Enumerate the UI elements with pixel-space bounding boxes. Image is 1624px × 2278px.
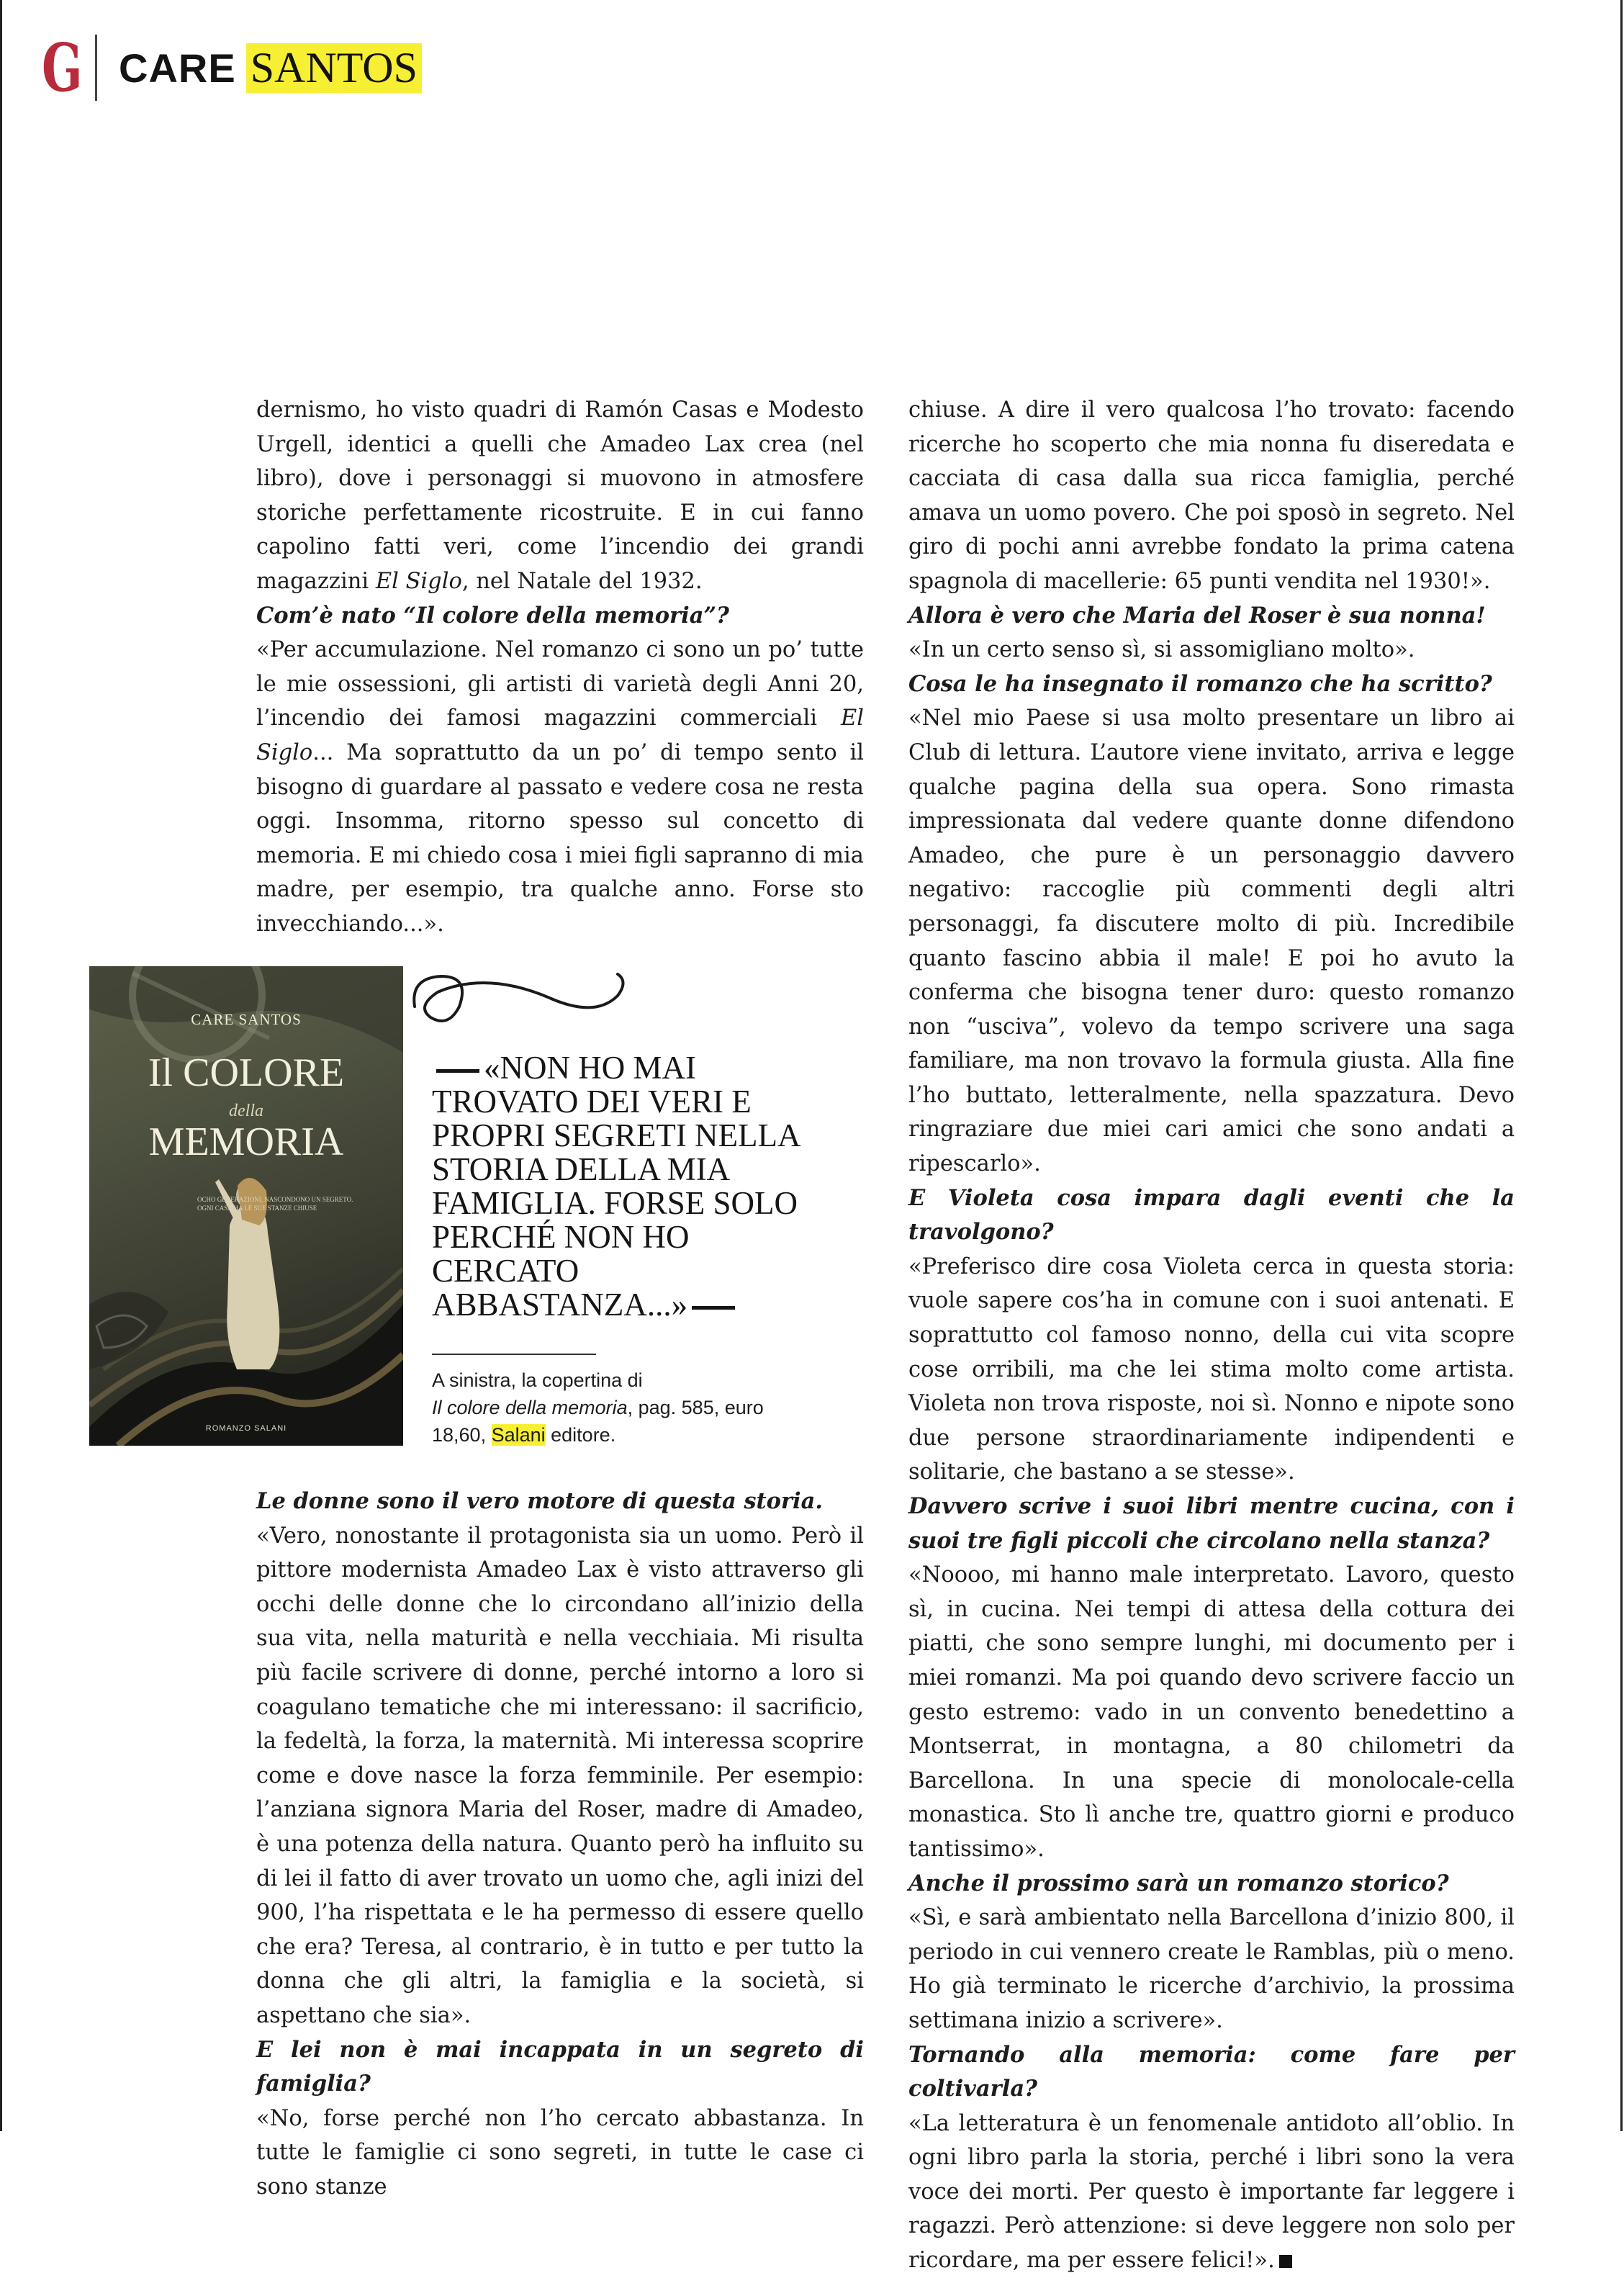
- interview-answer: «Preferisco dire cosa Violeta cerca in questa storia: vuole sapere cos’ha in comune con i suoi antenati. E soprattutto col famoso nonno, della cui vita scopre cose orribili, ma che lei stima molto come artista. Violeta non trova risposte, noi sì. Nonno e nipote sono due persone straordinariamente indipendenti e solitarie, che bastano a se stesse».: [908, 1253, 1515, 1485]
- author-first-name: CARE: [119, 45, 236, 91]
- text-run: , nel Natale del 1932.: [461, 568, 703, 594]
- interview-answer: «Sì, e sarà ambientato nella Barcellona d’inizio 800, il periodo in cui vennero create le Ramblas, più o meno. Ho già terminato le ricerche d’archivio, la prossima settimana inizio a scrivere».: [908, 1905, 1515, 2033]
- interview-question: E lei non è mai incappata in un segreto di famiglia?: [256, 2036, 864, 2097]
- cover-tagline: OCHO GENERAZIONI, NASCONDONO UN SEGRETO. OGNI CASA HA LE SUE STANZE CHIUSE: [197, 1196, 353, 1212]
- article-column-bottom-left: [256, 1485, 864, 2204]
- text-run: Il colore della memoria: [432, 1397, 628, 1418]
- highlighted-publisher: Salani: [491, 1424, 546, 1446]
- interview-question: E Violeta cosa impara dagli eventi che la travolgono?: [908, 1184, 1515, 1246]
- interview-question: Davvero scrive i suoi libri mentre cucina, con i suoi tre figli piccoli che circolano nella stanza?: [908, 1493, 1515, 1554]
- interview-answer: «Noooo, mi hanno male interpretato. Lavoro, questo sì, in cucina. Nei tempi di attesa della cottura dei piatti, che sono sempre lunghi, mi documento per i miei romanzi. Ma poi quando devo scrivere faccio un gesto estremo: vado in un convento benedettino a Montserrat, in montagna, a 80 chilometri da Barcellona. In una specie di monolocale-cella monastica. Sto lì anche tre, quattro giorni e produco tantissimo».: [908, 1562, 1515, 1862]
- article-column-right: [908, 393, 1515, 2278]
- interview-answer: chiuse. A dire il vero qualcosa l’ho trovato: facendo ricerche ho scoperto che mia nonna fu diseredata e cacciata di casa dalla sua ricca famiglia, perché amava un uomo povero. Che poi sposò in segreto. Nel giro di pochi anni avrebbe fondato la prima catena spagnola di macellerie: 65 punti vendita nel 1930!».: [908, 397, 1515, 594]
- interview-question: Le donne sono il vero motore di questa storia.: [256, 1488, 823, 1514]
- caption-rule: [432, 1354, 596, 1355]
- interview-question: Tornando alla memoria: come fare per coltivarla?: [908, 2041, 1515, 2102]
- author-last-name: SANTOS: [246, 43, 422, 93]
- text-run: El Siglo: [375, 568, 462, 594]
- text-run: «La letteratura è un fenomenale antidoto all’oblio. In ogni libro parla la storia, perché i libri sono la vera voce dei morti. Per questo è importante far leggere i ragazzi. Però attenzione: si deve leggere non solo per ricordare, ma per essere felici!».: [908, 2110, 1515, 2274]
- cover-title-line-2: della: [229, 1102, 263, 1120]
- cover-publisher: ROMANZO SALANI: [205, 1424, 287, 1433]
- text-run: , pag. 585, euro 18,60,: [432, 1397, 764, 1446]
- interview-question: Cosa le ha insegnato il romanzo che ha scritto?: [908, 670, 1492, 697]
- cover-author: CARE SANTOS: [191, 1011, 302, 1028]
- text-run: A sinistra, la copertina di: [432, 1369, 643, 1391]
- text-run: dernismo, ho visto quadri di Ramón Casas e Modesto Urgell, identici a quelli che Amadeo Lax crea (nel libro), dove i personaggi si muovono in atmosfere storiche perfettamente ricostruite. E in cui fanno capolino fatti veri, come l’incendio dei grandi magazzini: [256, 397, 864, 594]
- cover-title-line-1: Il COLORE: [148, 1050, 345, 1095]
- magazine-logo: G: [42, 29, 82, 107]
- interview-answer: «No, forse perché non l’ho cercato abbastanza. In tutte le famiglie ci sono segreti, in tutte le case ci sono stanze: [256, 2105, 864, 2200]
- interview-answer: [256, 633, 864, 941]
- decorative-swash-ornament: [409, 956, 646, 1035]
- header-divider: [95, 35, 97, 101]
- article-column-top-left: [256, 393, 864, 942]
- text-run: «Per accumulazione. Nel romanzo ci sono un po’ tutte le mie ossessioni, gli artisti di varietà degli Anni 20, l’incendio dei famosi magazzini commerciali: [256, 637, 864, 731]
- interview-question: Com’è nato “Il colore della memoria”?: [256, 602, 729, 629]
- pull-quote-dash: [692, 1306, 735, 1310]
- text-run: El Siglo: [256, 706, 864, 765]
- pull-quote: [432, 1051, 806, 1322]
- interview-answer: «In un certo senso sì, si assomigliano molto».: [908, 637, 1415, 663]
- image-caption: [432, 1367, 806, 1449]
- book-cover-image: [89, 966, 403, 1446]
- pull-quote-dash: [436, 1069, 479, 1073]
- text-run: editore.: [545, 1424, 616, 1446]
- text-run: ... Ma soprattutto da un po’ di tempo sento il bisogno di guardare al passato e vedere cosa ne resta oggi. Insomma, ritorno spesso sul concetto di memoria. E mi chiedo cosa i miei figli sapranno di mia madre, per esempio, tra qualche anno. Forse sto invecchiando...».: [256, 739, 864, 937]
- cover-title-line-3: MEMORIA: [148, 1120, 344, 1164]
- interview-answer: [908, 2107, 1515, 2278]
- interview-answer: «Nel mio Paese si usa molto presentare un libro ai Club di lettura. L’autore viene invitato, arriva e legge qualche pagina della sua opera. Sono rimasta impressionata dal vedere quante donne difendono Amadeo, che pure è un personaggio davvero negativo: raccoglie più commenti degli altri personaggi, fa discutere molto di più. Incredibile quanto fascino abbia il male! E poi ho avuto la conferma che bisogna tener duro: questo romanzo non “usciva”, volevo da tempo scrivere una saga familiare, ma non trovavo la formula giusta. Alla fine l’ho buttato, letteralmente, nella spazzatura. Devo ringraziare due miei cari amici che sono andati a ripescarlo».: [908, 706, 1515, 1177]
- interview-question: Allora è vero che Maria del Roser è sua nonna!: [908, 602, 1486, 629]
- pull-quote-text: «NON HO MAI TROVATO DEI VERI E PROPRI SEGRETI NELLA STORIA DELLA MIA FAMIGLIA. FORSE SOLO PERCHÉ NON HO CERCATO ABBASTANZA...»: [432, 1050, 800, 1323]
- interview-question: Anche il prossimo sarà un romanzo storico?: [908, 1870, 1449, 1896]
- end-of-article-mark: [1279, 2255, 1292, 2268]
- paragraph: [256, 393, 864, 599]
- interview-answer: «Vero, nonostante il protagonista sia un uomo. Però il pittore modernista Amadeo Lax è visto attraverso gli occhi delle donne che lo circondano all’inizio della sua vita, nella maturità e nella vecchiaia. Mi risulta più facile scrivere di donne, perché intorno a loro si coagulano tematiche che mi interessano: il sacrificio, la fedeltà, la forza, la maternità. Mi interessa scoprire come e dove nasce la forza femminile. Per esempio: l’anziana signora Maria del Roser, madre di Amadeo, è una potenza della natura. Quanto però ha influito su di lei il fatto di aver trovato un uomo che, agli inizi del 900, l’ha rispettata e le ha permesso di essere quello che era? Teresa, al contrario, è in tutto e per tutto la donna che gli altri, la famiglia e la società, si aspettano che sia».: [256, 1523, 864, 2028]
- page-header: [42, 29, 422, 107]
